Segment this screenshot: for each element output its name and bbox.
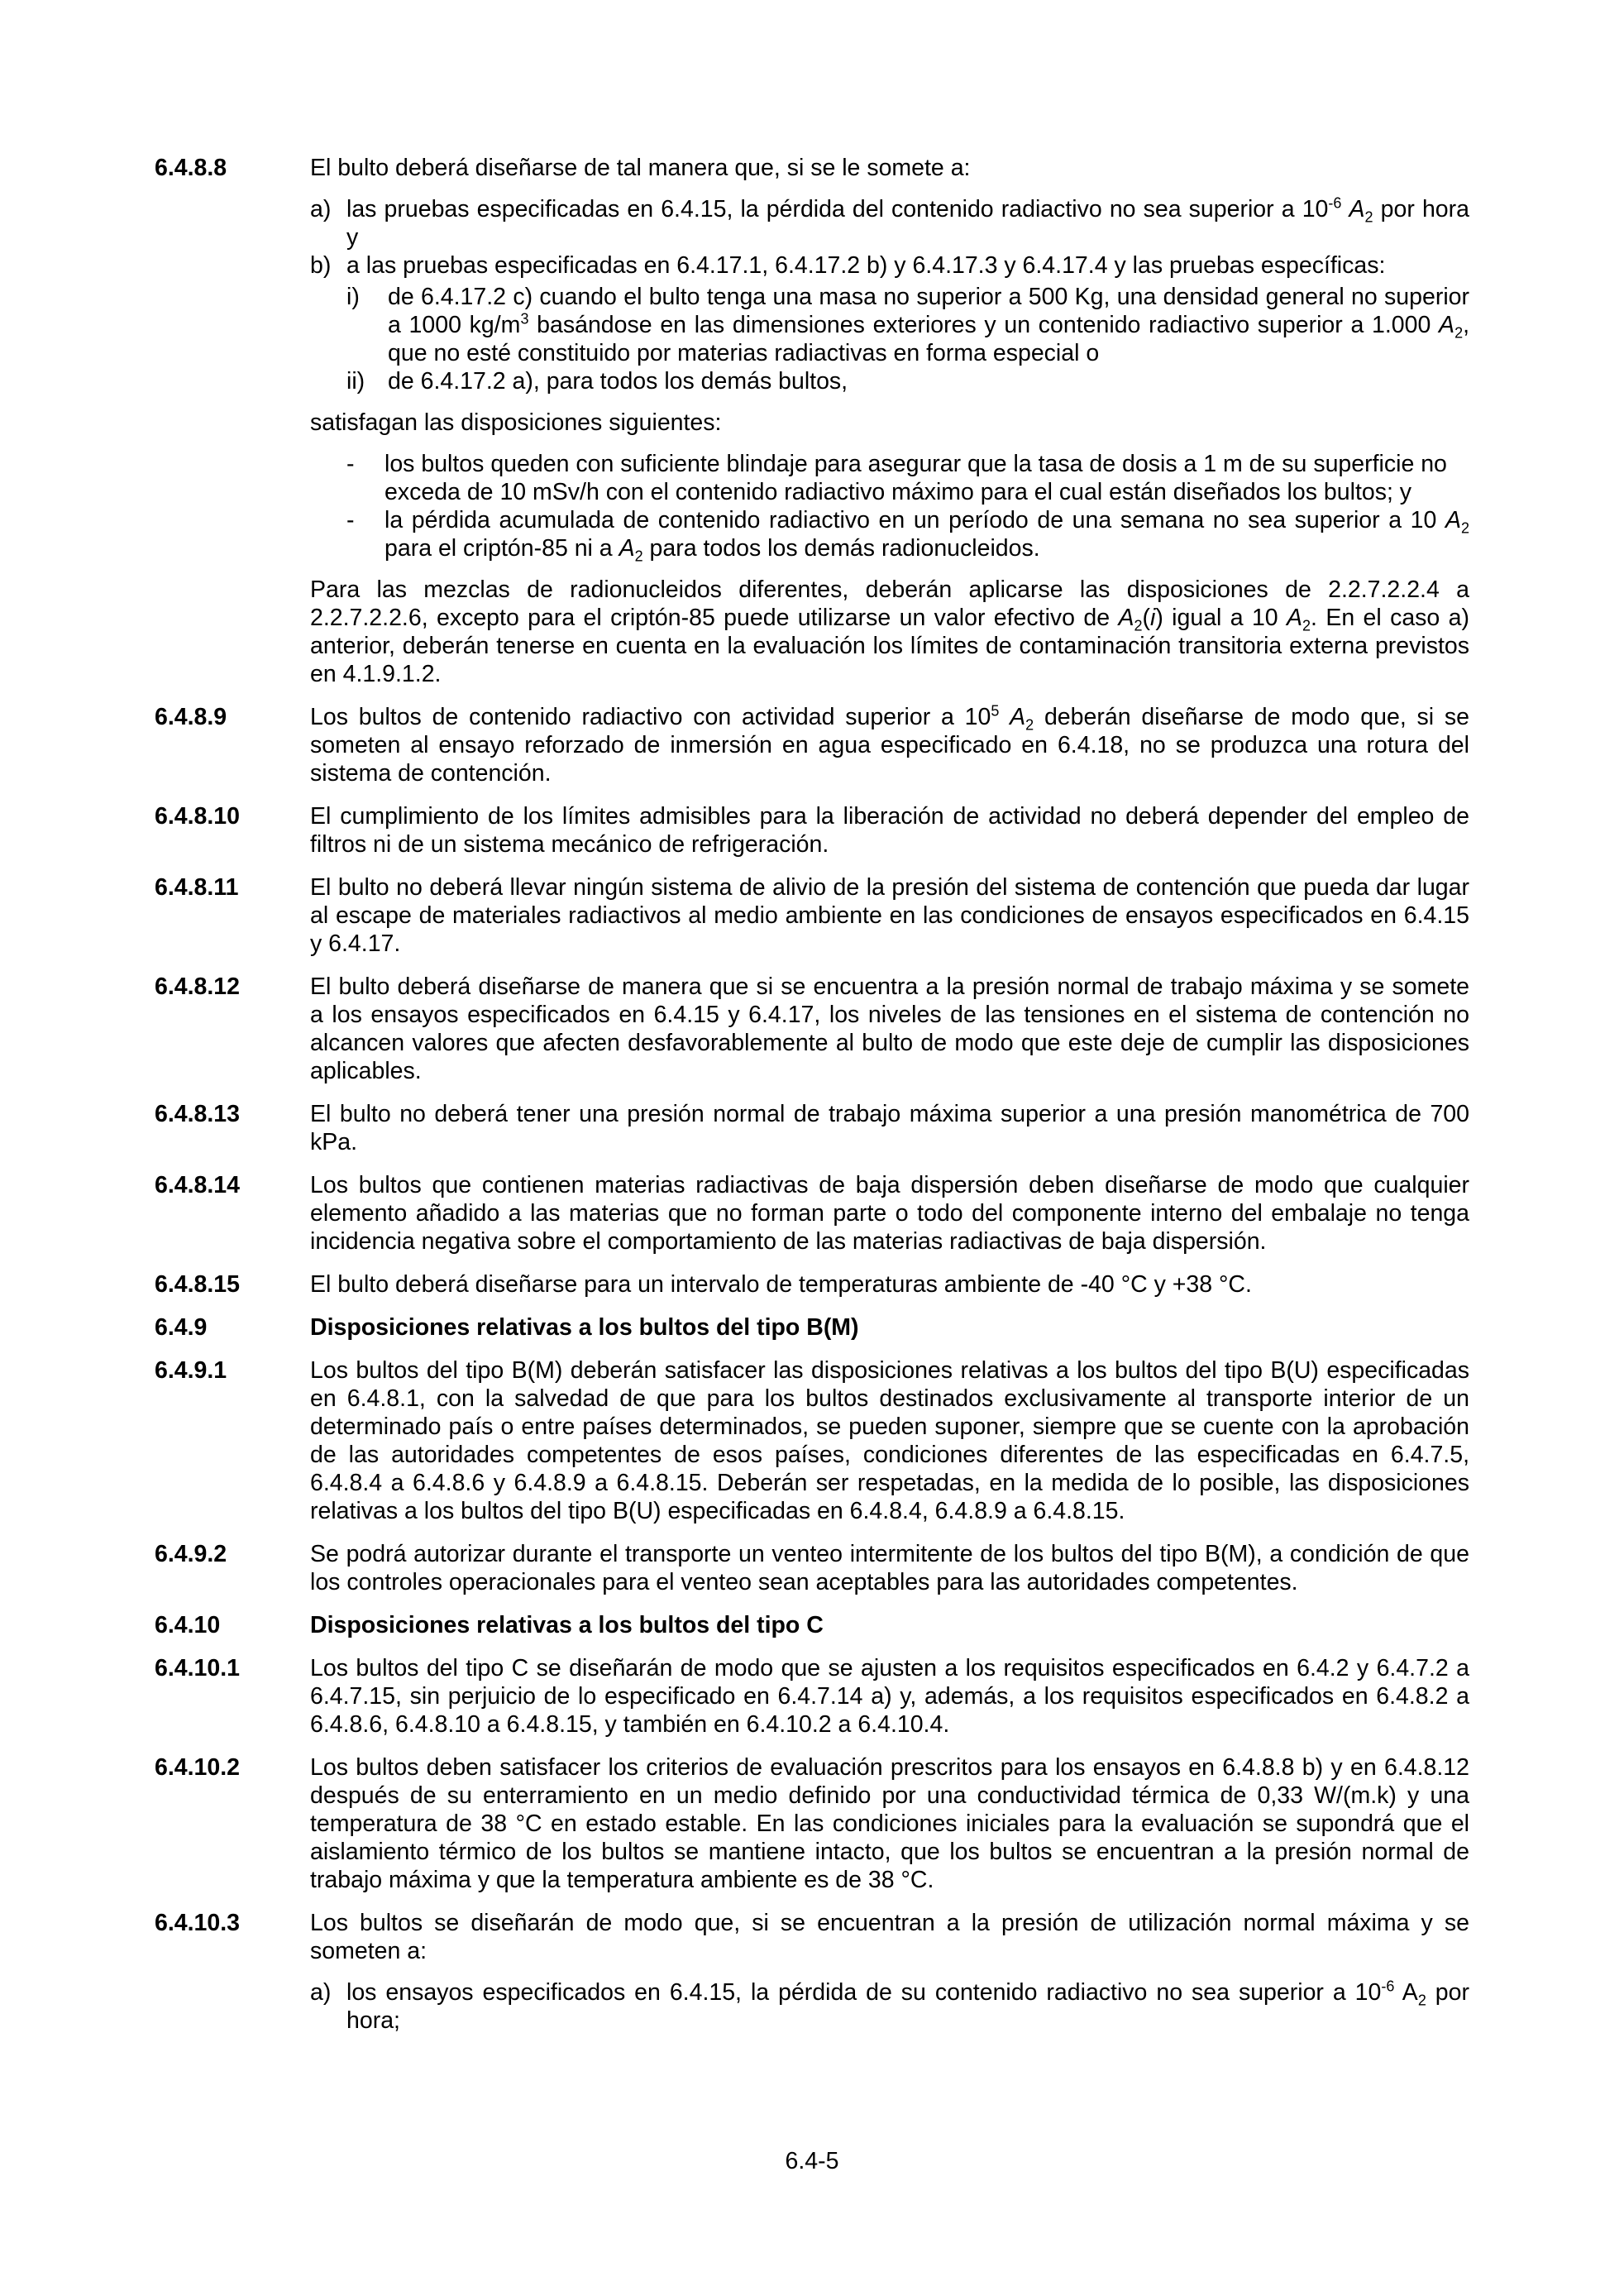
section-number: 6.4.9.1 [155, 1357, 227, 1384]
section-6-4-8-8 [155, 154, 1469, 688]
dash-marker: - [346, 507, 355, 533]
list-item-i [346, 283, 1469, 367]
item-label: a) [310, 1979, 332, 2006]
list-item-a [310, 195, 1469, 251]
section-title: Disposiciones relativas a los bultos del tipo B(M) [310, 1314, 859, 1341]
item-text: de 6.4.17.2 a), para todos los demás bultos, [388, 368, 848, 395]
section-number: 6.4.9 [155, 1314, 208, 1341]
list-letters [310, 194, 1469, 565]
section-6-4-8-9 [155, 703, 1469, 787]
section-6-4-10-3 [155, 1909, 1469, 2035]
section-number: 6.4.8.12 [155, 973, 241, 1000]
section-body: Los bultos del tipo B(M) deberán satisfacer las disposiciones relativas a los bultos del tipo B(U) especificadas en 6.4.8.1, con la salvedad de que para los bultos destinados exclusivamente al transporte interior de un determinado país o entre países determinados, se pueden suponer, siempre que se cuente con la aprobación de las autoridades competentes de esos países, condiciones diferentes de las especificadas en 6.4.7.5, 6.4.8.4 a 6.4.8.6 y 6.4.8.9 a 6.4.8.15. Deberán ser respetadas, en la medida de lo posible, las disposiciones relativas a los bultos del tipo B(U) especificadas en 6.4.8.4, 6.4.8.9 a 6.4.8.15. [310, 1357, 1469, 1524]
section-6-4-8-10 [155, 802, 1469, 859]
item-text: la pérdida acumulada de contenido radiactivo en un período de una semana no sea superior a 10 $A_2$ para el criptón-85 ni a $A_2$ para todos los demás radionucleidos. [385, 507, 1469, 565]
section-number: 6.4.8.14 [155, 1172, 241, 1198]
item-label: i) [346, 284, 360, 310]
section-body: Los bultos que contienen materias radiactivas de baja dispersión deben diseñarse de modo que cualquier elemento añadido a las materias que no forman parte o todo del componente interno del embalaje no tenga incidencia negativa sobre el comportamiento de las materias radiactivas de baja dispersión. [310, 1172, 1469, 1255]
list-dashes [310, 450, 1469, 565]
dash-marker: - [346, 451, 355, 477]
item-text: los ensayos especificados en 6.4.15, la pérdida de su contenido radiactivo no sea superior a $10^{-6}$ $A_2$ por hora; [346, 1978, 1469, 2034]
section-body: El bulto no deberá llevar ningún sistema de alivio de la presión del sistema de contención que pueda dar lugar al escape de materiales radiactivos al medio ambiente en las condiciones de ensayos especificados en 6.4.15 y 6.4.17. [310, 874, 1469, 957]
item-label: b) [310, 252, 332, 279]
section-body [310, 154, 1469, 688]
item-text: a las pruebas especificadas en 6.4.17.1, 6.4.17.2 b) y 6.4.17.3 y 6.4.17.4 y las pruebas específicas: [346, 252, 1386, 279]
section-body: El bulto no deberá tener una presión normal de trabajo máxima superior a una presión manométrica de 700 kPa. [310, 1101, 1469, 1155]
section-body: Los bultos del tipo C se diseñarán de modo que se ajusten a los requisitos especificados en 6.4.2 y 6.4.7.2 a 6.4.7.15, sin perjuicio de lo especificado en 6.4.7.14 a) y, además, a los requisitos especificados en 6.4.8.2 a 6.4.8.6, 6.4.8.10 a 6.4.8.15, y también en 6.4.10.2 a 6.4.10.4. [310, 1655, 1469, 1738]
paragraph-satisfy: satisfagan las disposiciones siguientes: [310, 409, 722, 436]
section-number: 6.4.10 [155, 1612, 221, 1638]
paragraph-mixtures: Para las mezclas de radionucleidos diferentes, deberán aplicarse las disposiciones de 2.2.7.2.2.4 a 2.2.7.2.2.6, excepto para el criptón-85 puede utilizarse un valor efectivo de $A_2(i)$ igual a 10 $A_2$. En el caso a) anterior, deberán tenerse en cuenta en la evaluación los límites de contaminación transitoria externa previstos en 4.1.9.1.2. [310, 576, 1469, 687]
section-body: Los bultos deben satisfacer los criterios de evaluación prescritos para los ensayos en 6.4.8.8 b) y en 6.4.8.12 después de su enterramiento en un medio definido por una conductividad térmica de 0,33 W/(m.k) y una temperatura de 38 °C en estado estable. En las condiciones iniciales para la evaluación se supondrá que el aislamiento térmico de los bultos se mantiene intacto, que los bultos se encuentran a la presión normal de trabajo máxima y que la temperatura ambiente es de 38 °C. [310, 1754, 1469, 1893]
section-title: Disposiciones relativas a los bultos del tipo C [310, 1612, 824, 1638]
list-item-dash-2 [310, 506, 1469, 565]
section-number: 6.4.8.15 [155, 1271, 241, 1298]
section-6-4-9-2 [155, 1540, 1469, 1596]
list-item-a [310, 1978, 1469, 2035]
section-number: 6.4.8.13 [155, 1101, 241, 1127]
section-body: El bulto deberá diseñarse de manera que si se encuentra a la presión normal de trabajo máxima y se somete a los ensayos especificados en 6.4.15 y 6.4.17, los niveles de las tensiones en el sistema de contención no alcancen valores que afecten desfavorablemente al bulto de modo que este deje de cumplir las disposiciones aplicables. [310, 973, 1469, 1084]
section-body: El cumplimiento de los límites admisibles para la liberación de actividad no deberá depender del empleo de filtros ni de un sistema mecánico de refrigeración. [310, 803, 1469, 858]
section-6-4-8-12 [155, 973, 1469, 1085]
page-number: 6.4-5 [785, 2148, 839, 2174]
list-item-b [310, 251, 1469, 280]
paragraph-intro: El bulto deberá diseñarse de tal manera que, si se le somete a: [310, 155, 971, 181]
item-text: las pruebas especificadas en 6.4.15, la pérdida del contenido radiactivo no sea superior a $10^{-6}$ $A_2$ por hora y [346, 194, 1469, 251]
section-6-4-8-15 [155, 1270, 1469, 1299]
section-body [310, 1909, 1469, 2035]
section-6-4-8-11 [155, 873, 1469, 958]
section-number: 6.4.10.2 [155, 1754, 241, 1781]
section-6-4-9-1 [155, 1356, 1469, 1525]
list-roman [346, 283, 1469, 395]
section-body: El bulto deberá diseñarse para un intervalo de temperaturas ambiente de -40 °C y +38 °C. [310, 1271, 1252, 1298]
section-number: 6.4.8.10 [155, 803, 241, 830]
section-number: 6.4.9.2 [155, 1541, 227, 1567]
section-number: 6.4.8.9 [155, 704, 227, 730]
section-number: 6.4.10.3 [155, 1910, 241, 1936]
list-item-ii [346, 367, 1469, 395]
item-label: a) [310, 196, 332, 222]
item-text: de 6.4.17.2 c) cuando el bulto tenga una masa no superior a 500 Kg, una densidad general no superior a 1000 $kg/m^3$ basándose en las dimensiones exteriores y un contenido radiactivo superior a 1.000 $A_2$, que no esté constituido por materias radiactivas en forma especial o [388, 284, 1469, 366]
section-6-4-8-14 [155, 1171, 1469, 1256]
section-6-4-10-1 [155, 1654, 1469, 1739]
item-label: ii) [346, 368, 365, 395]
item-text: los bultos queden con suficiente blindaje para asegurar que la tasa de dosis a 1 m de su superficie no exceda de 10 mSv/h con el contenido radiactivo máximo para el cual están diseñados los bultos; y [385, 451, 1447, 505]
section-6-4-9 [155, 1313, 1469, 1342]
section-body: Los bultos de contenido radiactivo con actividad superior a $10^5$ $A_2$ deberán diseñarse de modo que, si se someten al ensayo reforzado de inmersión en agua especificado en 6.4.18, no se produzca una rotura del sistema de contención. [310, 702, 1469, 787]
section-number: 6.4.10.1 [155, 1655, 241, 1681]
list-item-dash-1 [310, 450, 1469, 506]
section-number: 6.4.8.8 [155, 155, 227, 181]
section-body: Se podrá autorizar durante el transporte un venteo intermitente de los bultos del tipo B(M), a condición de que los controles operacionales para el venteo sean aceptables para las autoridades competentes. [310, 1541, 1469, 1595]
document-page [155, 154, 1469, 2050]
section-6-4-10 [155, 1611, 1469, 1639]
section-6-4-8-13 [155, 1100, 1469, 1156]
section-6-4-10-2 [155, 1753, 1469, 1894]
paragraph-intro: Los bultos se diseñarán de modo que, si se encuentran a la presión de utilización normal máxima y se someten a: [310, 1910, 1469, 1964]
section-number: 6.4.8.11 [155, 874, 239, 901]
